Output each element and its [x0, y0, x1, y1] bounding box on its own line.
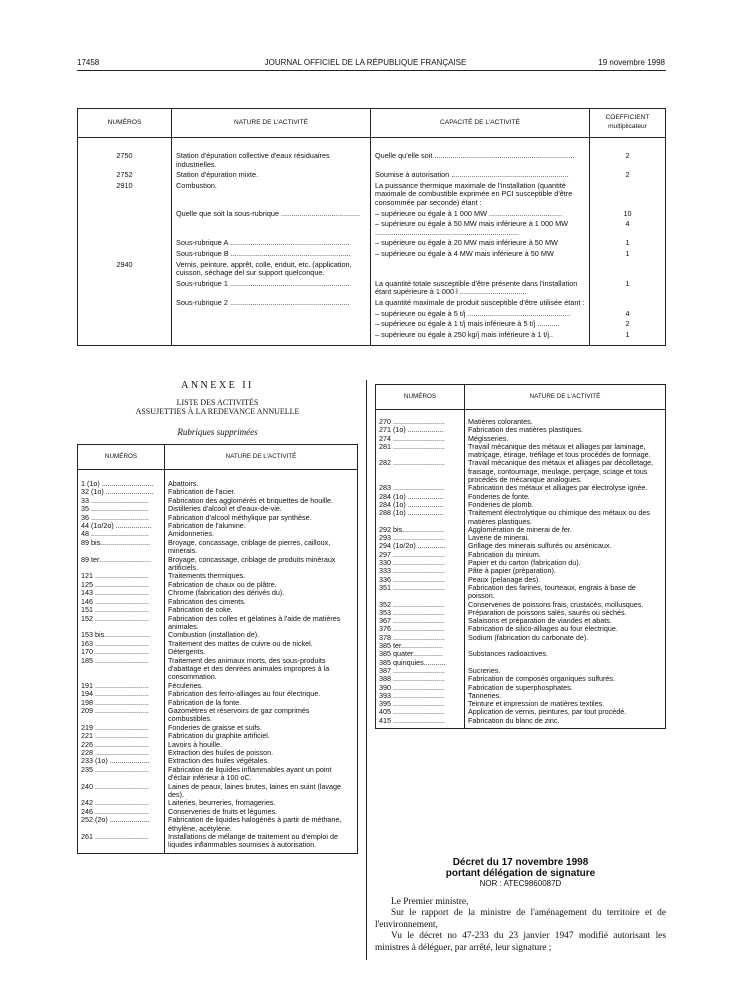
annexe-subtitle-2: ASSUJETTIES À LA REDEVANCE ANNUELLE — [135, 407, 300, 416]
table-cell: 89 ter.......................... — [78, 556, 165, 573]
table-cell: 1 — [590, 330, 666, 346]
table-row — [78, 170, 666, 181]
table-cell: 2 — [590, 138, 666, 171]
table-header-row — [78, 445, 358, 470]
table-cell: Sous-rubrique B ........................................................... — [172, 249, 371, 260]
table-cell: Fabrication de silico-alliages au four électrique. — [465, 625, 666, 633]
table-cell: 297 .......................... — [376, 551, 465, 559]
table-cell: 48 ............................. — [78, 530, 165, 538]
table-cell: 1 — [590, 249, 666, 260]
column-divider — [366, 380, 367, 960]
col-header-capacite: CAPACITÉ DE L'ACTIVITÉ — [371, 109, 590, 138]
table-row — [78, 539, 358, 556]
table-cell — [78, 238, 172, 249]
table-row — [376, 684, 666, 692]
table-cell: Fabrication de la fonte. — [165, 699, 358, 707]
table-cell: Fabrication des agglomérés et briquettes de houille. — [165, 497, 358, 505]
decree-paragraph: Le Premier ministre, — [391, 897, 469, 907]
table-cell: 152 ........................... — [78, 615, 165, 632]
table-cell: – supérieure ou égale à 5 t/j ................................................... — [371, 309, 590, 320]
table-row — [78, 260, 666, 279]
table-cell: 388 .......................... — [376, 675, 465, 683]
page-number: 17458 — [77, 58, 100, 67]
table-cell: 282 .......................... — [376, 459, 465, 484]
table-cell: 385 quinquies........... — [376, 659, 465, 667]
table-row — [376, 650, 666, 658]
table-row — [78, 615, 358, 632]
table-header-row — [78, 109, 666, 138]
table-cell: Féculeries. — [165, 682, 358, 690]
table-cell: Agglomération de minerai de fer. — [465, 526, 666, 534]
table-cell: 288 (1o) .................. — [376, 509, 465, 526]
table-cell: Fabrication du blanc de zinc. — [465, 717, 666, 729]
table-cell: 209 ........................... — [78, 707, 165, 724]
table-cell: La quantité totale susceptible d'être présente dans l'installation étant supérieure à 1 000 l ................................. — [371, 279, 590, 298]
table-row — [78, 319, 666, 330]
table-row — [78, 181, 666, 209]
table-cell: Quelle que soit la sous-rubrique ....................................... — [172, 209, 371, 220]
table-cell: Vernis, peinture, apprêt, colle, enduit, etc. (application, cuisson, séchage del sur support quelconque. — [172, 260, 371, 279]
col-header-nature: NATURE DE L'ACTIVITÉ — [172, 109, 371, 138]
table-cell: Peaux (pelanage des). — [465, 576, 666, 584]
table-cell: Installations de mélange de traitement ou d'emploi de liquides inflammables soumises à autorisation. — [165, 833, 358, 853]
table-cell: 240 ........................... — [78, 783, 165, 800]
table-row — [78, 470, 358, 489]
table-cell — [590, 298, 666, 309]
table-cell — [78, 298, 172, 309]
table-cell — [78, 330, 172, 346]
table-cell: Salaisons et préparation de viandes et abats. — [465, 617, 666, 625]
table-cell: Broyage, concassage, criblage de produits minéraux artificiels. — [165, 556, 358, 573]
table-cell: 125 ........................... — [78, 581, 165, 589]
table-cell: Extraction des huiles de poisson. — [165, 749, 358, 757]
table-cell: Fabrication de composés organiques sulfurés. — [465, 675, 666, 683]
table-cell: Abattoirs. — [165, 470, 358, 489]
table-cell: 405 .......................... — [376, 708, 465, 716]
col-header-numeros: NUMÉROS — [78, 109, 172, 138]
table-cell: Fonderies de fonte. — [465, 493, 666, 501]
table-cell: Détergents. — [165, 648, 358, 656]
table-row — [78, 309, 666, 320]
col-header-nature: NATURE DE L'ACTIVITÉ — [465, 385, 666, 410]
decree-nor: NOR : ATEC9860087D — [479, 879, 562, 888]
col-header-numeros: NUMÉROS — [376, 385, 465, 410]
table-cell: 219 ........................... — [78, 724, 165, 732]
table-cell: 294 (1o/2o) .............. — [376, 542, 465, 550]
table-cell: Fabrication des colles et gélatines à l'aide de matières animales. — [165, 615, 358, 632]
table-cell: Conserveries de fruits et légumes. — [165, 808, 358, 816]
table-cell: Préparation de poissons salés, saurés ou séchés. — [465, 609, 666, 617]
table-cell: – supérieure ou égale à 250 kg/j mais inférieure à 1 t/j.. — [371, 330, 590, 346]
table-cell: Fabrication de l'alumine. — [165, 522, 358, 530]
table-cell: Fonderies de graisse et suifs. — [165, 724, 358, 732]
table-cell: 385 quater............... — [376, 650, 465, 658]
table-cell: Fabrication d'alcool méthylique par synthèse. — [165, 514, 358, 522]
table-cell — [78, 209, 172, 220]
table-cell: 2 — [590, 170, 666, 181]
table-cell: Fabrication des métaux et alliages par électrolyse ignée. — [465, 484, 666, 492]
table-row — [78, 707, 358, 724]
table-cell: – supérieure ou égale à 50 MW mais inférieure à 1 000 MW ....................................................................... — [371, 219, 590, 238]
table-cell: Fabrication des ciments. — [165, 598, 358, 606]
table-cell: Fabrication de chaux ou de plâtre. — [165, 581, 358, 589]
table-cell: Fabrication des matières plastiques. — [465, 426, 666, 434]
table-cell: 235 ........................... — [78, 766, 165, 783]
table-row — [78, 330, 666, 346]
table-cell: 330 .......................... — [376, 559, 465, 567]
table-cell: 198 ........................... — [78, 699, 165, 707]
col-header-nature: NATURE DE L'ACTIVITÉ — [165, 445, 358, 470]
table-cell: 221 ........................... — [78, 732, 165, 740]
table-row — [78, 209, 666, 220]
table-cell: 2 — [590, 319, 666, 330]
table-cell: 1 (1o) .......................... — [78, 470, 165, 489]
table-cell: Station d'épuration mixte. — [172, 170, 371, 181]
table-row — [78, 238, 666, 249]
table-cell: 33 ............................. — [78, 497, 165, 505]
journal-title: JOURNAL OFFICIEL DE LA RÉPUBLIQUE FRANÇAISE — [264, 58, 467, 67]
table-cell: Fabrication de superphosphates. — [465, 684, 666, 692]
table-cell: Travail mécanique des métaux et alliages par laminage, matriçage, étirage, tréfilage et tous procédés de formage. — [465, 443, 666, 460]
table-cell: 284 (1o) .................. — [376, 493, 465, 501]
decree-paragraph: Vu le décret no 47-233 du 23 janvier 1947 modifié autorisant les ministres à déléguer, par arrêté, leur signature ; — [375, 931, 666, 953]
table-row — [376, 509, 666, 526]
table-cell: Sous-rubrique 1 ........................................................... — [172, 279, 371, 298]
table-cell: Application de vernis, peintures, par tout procédé. — [465, 708, 666, 716]
coefficient-table — [77, 108, 666, 346]
col-header-coefficient: COEFFICIENT multiplicateur — [590, 109, 666, 138]
table-cell — [78, 309, 172, 320]
table-row — [376, 443, 666, 460]
table-cell: Tanneries. — [465, 692, 666, 700]
table-cell: Chrome (fabrication des dérivés du). — [165, 589, 358, 597]
table-cell: 89 bis......................... — [78, 539, 165, 556]
table-cell: 270 .......................... — [376, 410, 465, 427]
table-cell: Amidonneries. — [165, 530, 358, 538]
table-header-row — [376, 385, 666, 410]
table-row — [376, 584, 666, 601]
table-cell: 2910 — [78, 181, 172, 209]
table-row — [78, 766, 358, 783]
table-cell: Sucreries. — [465, 667, 666, 675]
table-cell: 2750 — [78, 138, 172, 171]
table-cell — [172, 219, 371, 238]
table-cell: 163 ........................... — [78, 640, 165, 648]
table-cell: Broyage, concassage, criblage de pierres, cailloux, minerais. — [165, 539, 358, 556]
table-cell: 284 (1o) .................. — [376, 501, 465, 509]
table-row — [78, 657, 358, 682]
table-cell: Matières colorantes. — [465, 410, 666, 427]
table-cell: 185 ........................... — [78, 657, 165, 682]
table-cell: 352 .......................... — [376, 601, 465, 609]
table-row — [78, 556, 358, 573]
table-cell: 261 ........................... — [78, 833, 165, 853]
table-cell: 121 ........................... — [78, 572, 165, 580]
table-row — [376, 426, 666, 434]
table-cell: Laines de peaux, laines brutes, laines en suint (lavage des). — [165, 783, 358, 800]
table-cell: 10 — [590, 209, 666, 220]
table-row — [78, 279, 666, 298]
table-cell: 4 — [590, 219, 666, 238]
table-cell: 36 ............................. — [78, 514, 165, 522]
table-cell: Fabrication du graphite artificiel. — [165, 732, 358, 740]
table-cell: Combustion (installation de). — [165, 631, 358, 639]
table-cell — [371, 260, 590, 279]
table-cell: 226 ........................... — [78, 741, 165, 749]
table-cell: Teinture et impression de matières textiles. — [465, 700, 666, 708]
table-cell: 194 ........................... — [78, 690, 165, 698]
decree-paragraph: Sur le rapport de la ministre de l'aménagement du territoire et de l'environnement, — [375, 908, 666, 930]
table-cell: Combustion. — [172, 181, 371, 209]
table-cell — [78, 249, 172, 260]
table-cell: Extraction des huiles végétales. — [165, 757, 358, 765]
table-cell: 274 .......................... — [376, 435, 465, 443]
table-cell: 35 ............................. — [78, 505, 165, 513]
table-cell: Fabrication de coke. — [165, 606, 358, 614]
table-cell: Fabrication des ferro-alliages au four électrique. — [165, 690, 358, 698]
table-cell — [172, 319, 371, 330]
table-cell: Sodium (fabrication du carbonate de). — [465, 634, 666, 642]
table-row — [78, 219, 666, 238]
table-cell: 143 ........................... — [78, 589, 165, 597]
table-cell: 170 ........................... — [78, 648, 165, 656]
table-cell: 336 .......................... — [376, 576, 465, 584]
table-cell: 32 (1o) ........................ — [78, 488, 165, 496]
col-header-numeros: NUMÉROS — [78, 445, 165, 470]
table-cell: Papier et du carton (fabrication du). — [465, 559, 666, 567]
table-cell: 44 (1o/2o) .................. — [78, 522, 165, 530]
table-cell: 1 — [590, 238, 666, 249]
table-cell: 246 ........................... — [78, 808, 165, 816]
table-cell: – supérieure ou égale à 1 000 MW .................................... — [371, 209, 590, 220]
table-cell: Fabrication de l'acier. — [165, 488, 358, 496]
table-cell: 283 .......................... — [376, 484, 465, 492]
table-cell: La quantité maximale de produit susceptible d'être utilisée étant : — [371, 298, 590, 309]
table-row — [376, 410, 666, 427]
table-row — [376, 659, 666, 667]
table-cell: 233 (1o) .................... — [78, 757, 165, 765]
table-cell — [590, 260, 666, 279]
table-cell: Quelle qu'elle soit ..................................................................... — [371, 138, 590, 171]
table-cell: 390 .......................... — [376, 684, 465, 692]
table-cell — [172, 330, 371, 346]
table-cell: 395 .......................... — [376, 700, 465, 708]
annexe-section: Rubriques supprimées — [177, 427, 258, 437]
table-cell: Lavoirs à houille. — [165, 741, 358, 749]
table-cell: Traitements thermiques. — [165, 572, 358, 580]
table-cell: Laverie de minerai. — [465, 534, 666, 542]
table-cell: 153 bis....................... — [78, 631, 165, 639]
table-cell: Pâte à papier (préparation). — [465, 567, 666, 575]
table-cell — [172, 309, 371, 320]
table-cell: Travail mécanique des métaux et alliages par décolletage, fraisage, contournage, meulage, perçage, sciage et tous procédés de mécanique analogues. — [465, 459, 666, 484]
table-cell: – supérieure ou égale à 1 t/j mais inférieure à 5 t/j ........... — [371, 319, 590, 330]
annexe-table-left — [77, 444, 358, 854]
table-cell: Fabrication des farines, tourteaux, engrais à base de poisson. — [465, 584, 666, 601]
table-row — [78, 833, 358, 853]
table-cell: Grillage des minerais sulfurés ou arsénicaux. — [465, 542, 666, 550]
table-cell: 351 .......................... — [376, 584, 465, 601]
table-cell: Fabrication de liquides halogénés à partir de méthane, éthylène, acétylène. — [165, 816, 358, 833]
table-cell — [78, 319, 172, 330]
table-cell — [78, 279, 172, 298]
table-cell: 367 .......................... — [376, 617, 465, 625]
decree-title: Décret du 17 novembre 1998 — [452, 857, 589, 868]
table-cell: Soumise à autorisation .......................................................... — [371, 170, 590, 181]
table-cell: 151 ........................... — [78, 606, 165, 614]
table-row — [78, 249, 666, 260]
table-row — [376, 634, 666, 642]
table-cell: 393 .......................... — [376, 692, 465, 700]
table-cell: 2940 — [78, 260, 172, 279]
table-cell: 415 .......................... — [376, 717, 465, 729]
table-cell: Distilleries d'alcool et d'eaux-de-vie. — [165, 505, 358, 513]
table-cell — [590, 181, 666, 209]
table-row — [78, 522, 358, 530]
table-cell: Laiteries, beurreries, fromageries. — [165, 799, 358, 807]
table-cell: 4 — [590, 309, 666, 320]
table-cell: 242 ........................... — [78, 799, 165, 807]
table-cell: 271 (1o) .................. — [376, 426, 465, 434]
table-cell: 376 .......................... — [376, 625, 465, 633]
table-cell: Traitement des animaux morts, des sous-produits d'abattage et des denrées animales impropres à la consommation. — [165, 657, 358, 682]
annexe-title: ANNEXE II — [181, 380, 254, 391]
table-cell: 387 .......................... — [376, 667, 465, 675]
table-row — [78, 783, 358, 800]
table-row — [376, 717, 666, 729]
table-cell: 1 — [590, 279, 666, 298]
table-cell: Traitement des mattes de cuivre ou de nickel. — [165, 640, 358, 648]
table-cell: Fonderies de plomb. — [465, 501, 666, 509]
table-cell: 353 .......................... — [376, 609, 465, 617]
table-cell: 146 ........................... — [78, 598, 165, 606]
table-cell: 191 ........................... — [78, 682, 165, 690]
table-row — [78, 640, 358, 648]
table-cell: Substances radioactives. — [465, 650, 666, 658]
table-cell: 292 bis..................... — [376, 526, 465, 534]
table-cell: Fabrication de liquides inflammables ayant un point d'éclair inférieur à 100 oC. — [165, 766, 358, 783]
table-cell: 385 ter..................... — [376, 642, 465, 650]
table-cell: 333 .......................... — [376, 567, 465, 575]
annexe-subtitle-1: LISTE DES ACTIVITÉS — [176, 398, 259, 407]
table-cell: La puissance thermique maximale de l'installation (quantité maximale de combustible exprimée en PCI susceptible d'être consommée par seconde) étant : — [371, 181, 590, 209]
table-cell: Gazomètres et réservoirs de gaz comprimés combustibles. — [165, 707, 358, 724]
table-cell: Traitement électrolytique ou chimique des métaux ou des matières plastiques. — [465, 509, 666, 526]
decree-subtitle: portant délégation de signature — [445, 868, 596, 879]
publication-date: 19 novembre 1998 — [598, 58, 665, 67]
table-cell: 252 (2o) .................... — [78, 816, 165, 833]
table-row — [78, 138, 666, 171]
table-cell: Fabrication du minium. — [465, 551, 666, 559]
table-cell: 228 ........................... — [78, 749, 165, 757]
table-cell: 293 .......................... — [376, 534, 465, 542]
table-row — [78, 298, 666, 309]
table-cell: 281 .......................... — [376, 443, 465, 460]
table-cell — [78, 219, 172, 238]
table-cell: Sous-rubrique 2 ........................................................... — [172, 298, 371, 309]
annexe-table-right — [375, 384, 666, 729]
table-cell: – supérieure ou égale à 20 MW mais inférieure à 50 MW — [371, 238, 590, 249]
table-cell: Station d'épuration collective d'eaux résiduaires industrielles. — [172, 138, 371, 171]
table-cell: 2752 — [78, 170, 172, 181]
table-cell: – supérieure ou égale à 4 MW mais inférieure à 50 MW — [371, 249, 590, 260]
table-row — [78, 816, 358, 833]
table-cell: Sous-rubrique A ........................................................... — [172, 238, 371, 249]
table-row — [376, 459, 666, 484]
table-cell: Mégisseries. — [465, 435, 666, 443]
table-cell: 378 .......................... — [376, 634, 465, 642]
header-rule — [77, 70, 666, 71]
table-cell: Conserveries de poissons frais, crustacés, mollusques. — [465, 601, 666, 609]
